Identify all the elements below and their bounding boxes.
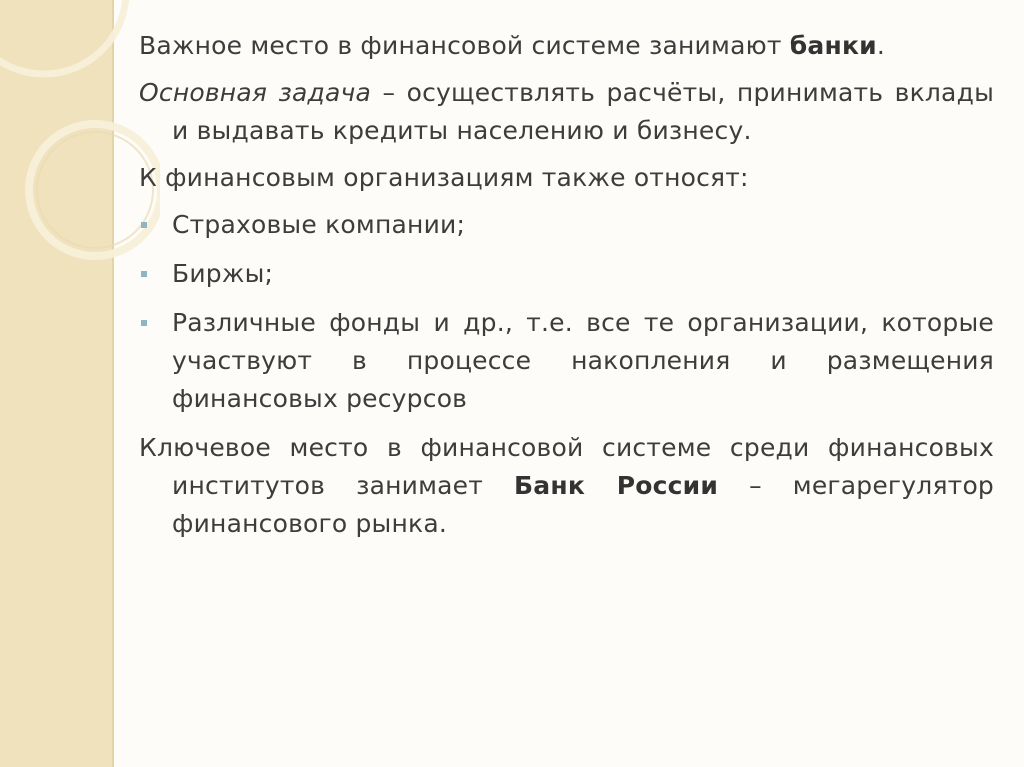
main-task-text: – осуществлять расчёты, принимать вклады и выдавать кредиты населению и бизнесу.	[172, 78, 995, 145]
list-item-funds	[139, 304, 994, 418]
list-item-exchanges	[139, 255, 994, 293]
paragraph-bank-of-russia	[139, 429, 994, 543]
list-item-text: Различные фонды и др., т.е. все те организации, которые участвуют в процессе накопления и размещения финансовых ресурсов	[172, 308, 994, 413]
also-include-text: К финансовым организациям также относят:	[139, 163, 749, 192]
bank-of-russia-text: Ключевое место в финансовой системе среди финансовых институтов занимает	[139, 433, 994, 500]
decorative-rings	[0, 0, 160, 320]
list-item-text: Биржы;	[172, 259, 274, 288]
paragraph-main-task	[139, 74, 994, 150]
paragraph-also-include	[139, 159, 994, 197]
bullet-square-icon	[141, 271, 147, 277]
bank-of-russia-end: – мегарегулятор финансового рынка.	[172, 471, 995, 538]
slide-body	[139, 27, 994, 552]
ring-bottom-inner	[37, 132, 153, 248]
bullet-square-icon	[141, 320, 147, 326]
paragraph-banks	[139, 27, 994, 65]
banks-text: Важное место в финансовой системе занимают	[139, 31, 790, 60]
main-task-italic: Основная задача	[139, 78, 372, 107]
list-item-text: Страховые компании;	[172, 210, 466, 239]
banks-end: .	[876, 31, 885, 60]
banks-bold: банки	[789, 31, 877, 60]
list-item-insurance	[139, 206, 994, 244]
ring-top	[0, 0, 126, 74]
bullet-square-icon	[141, 222, 147, 228]
bank-of-russia-bold: Банк России	[514, 471, 719, 500]
